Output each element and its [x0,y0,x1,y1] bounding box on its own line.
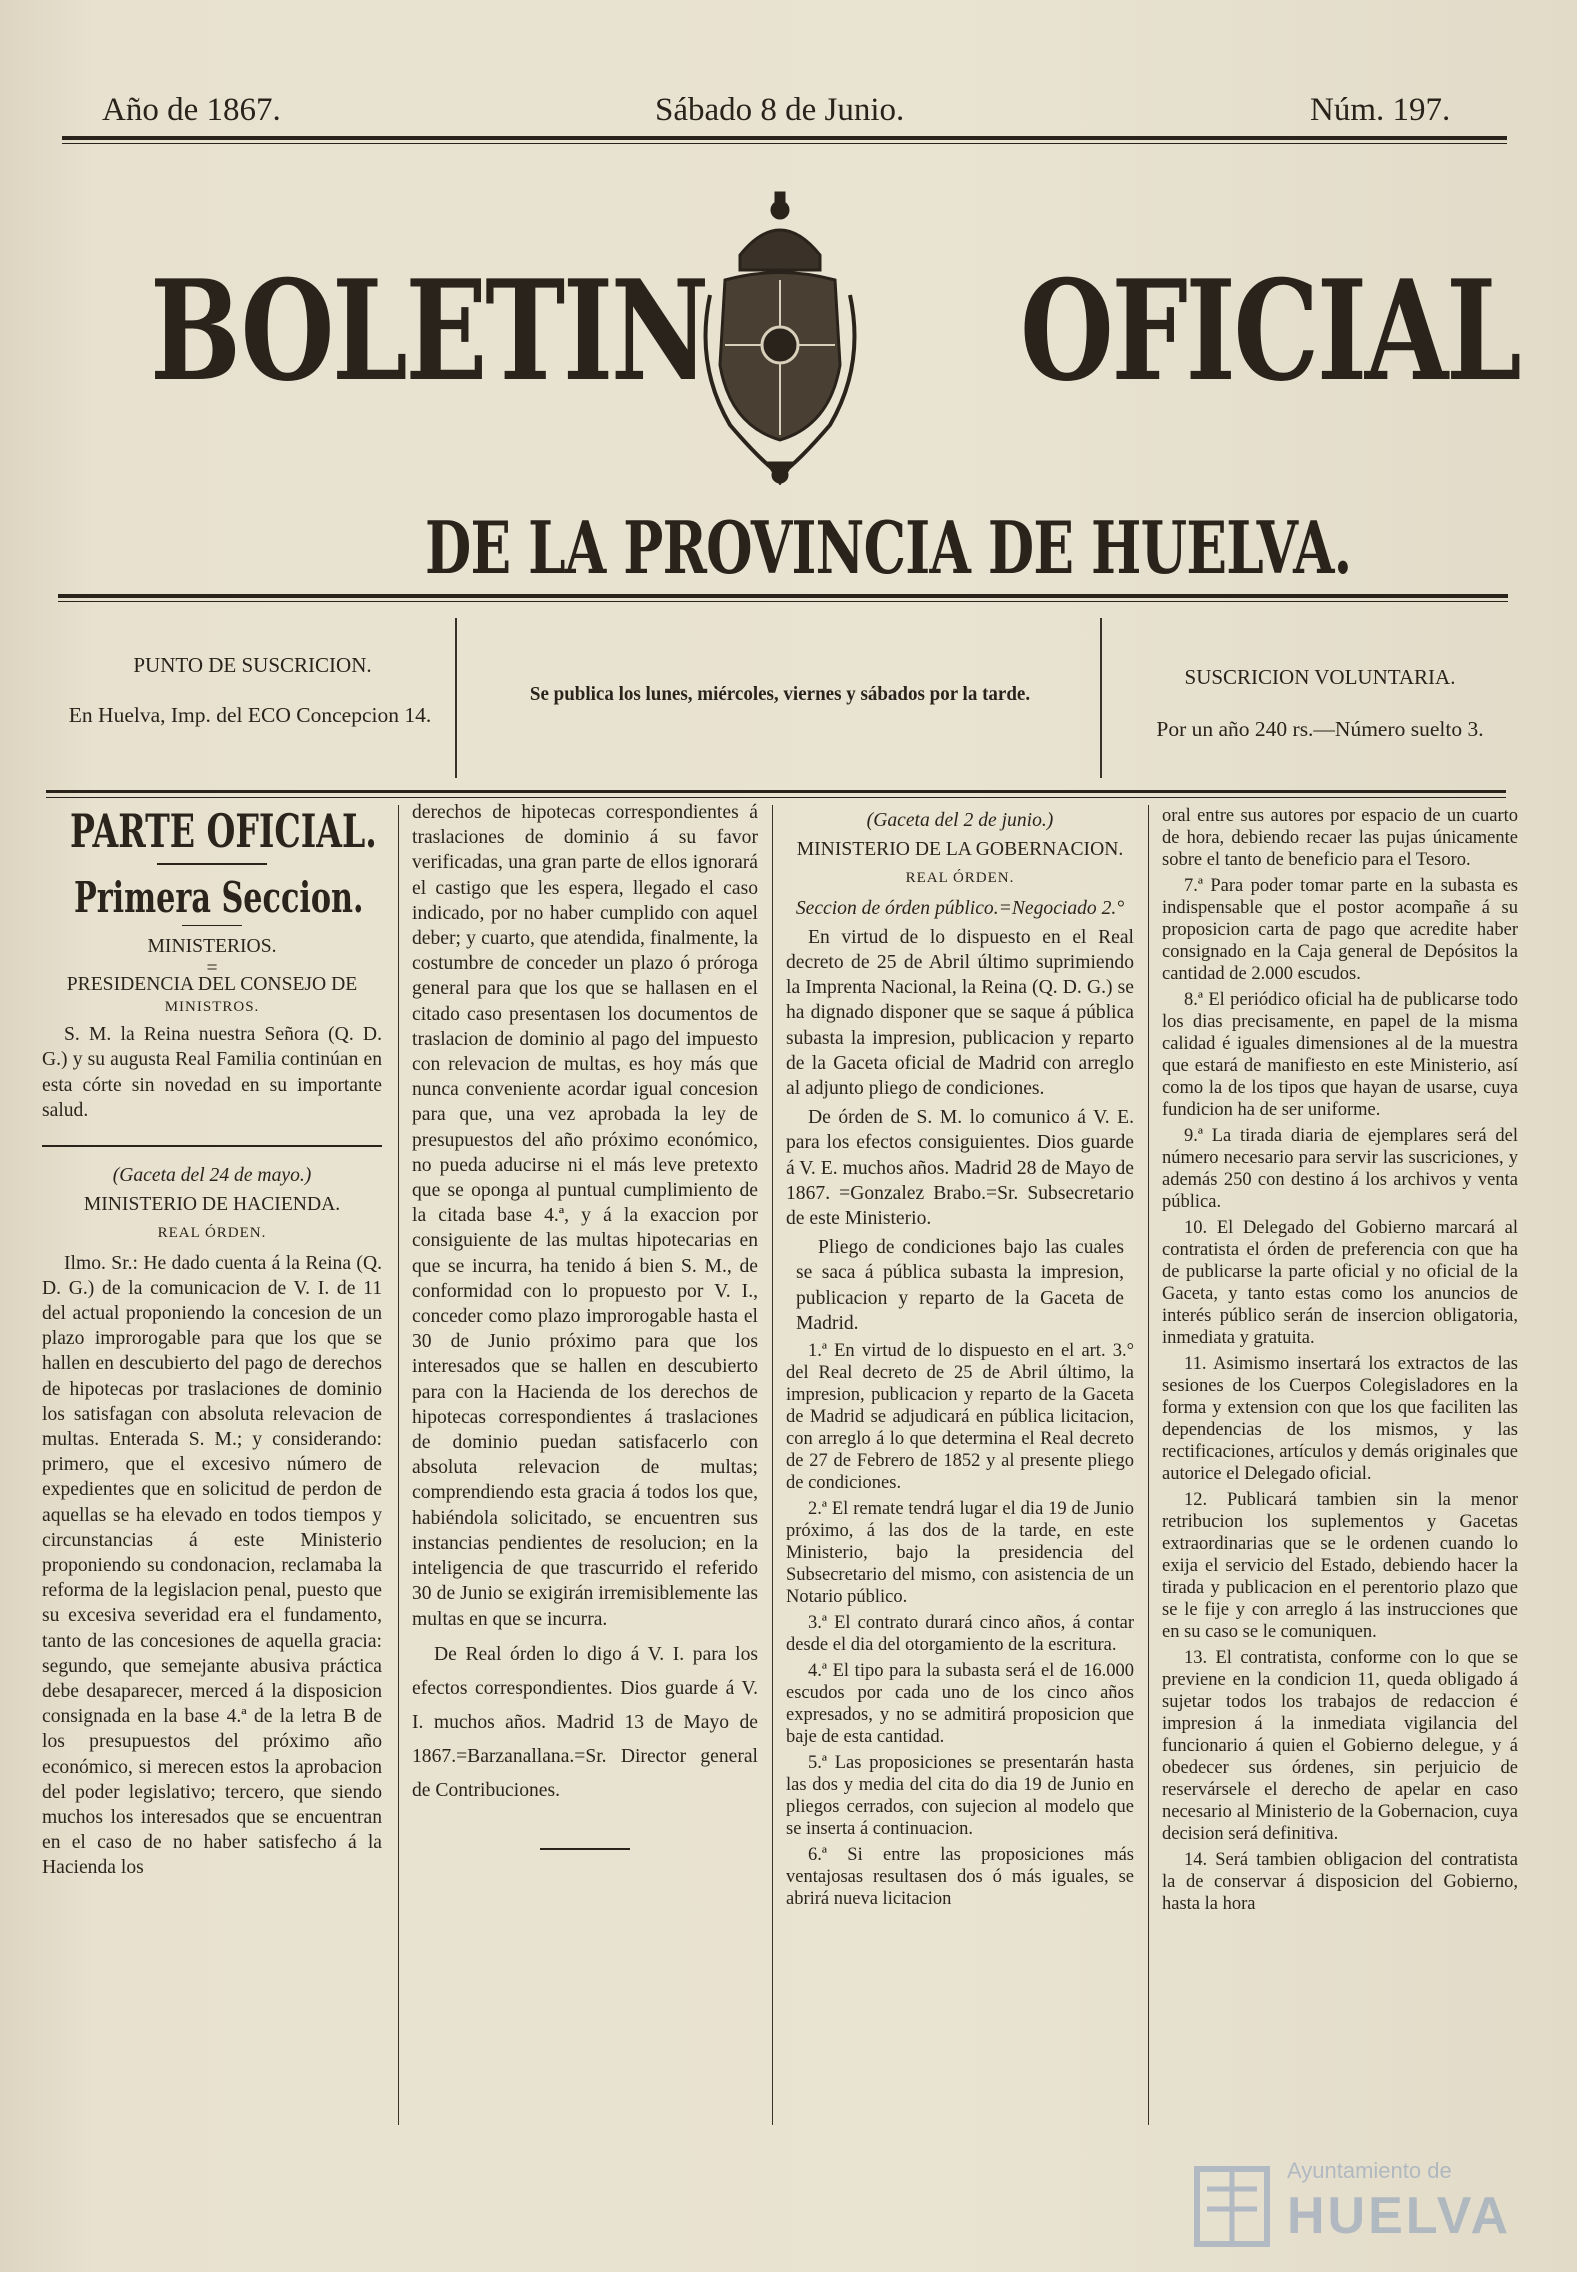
subtitle: DE LA PROVINCIA DE HUELVA. [425,505,1352,590]
column-1-rule [42,1145,382,1147]
title-left: BOLETIN [150,249,707,412]
real-orden-1-body: Ilmo. Sr.: He dado cuenta á la Reina (Q. D. G.) de la comunicacion de V. I. de 11 del actual proponiendo la concesion de un plazo improrogable para que los que se hallen en descubierto del pago de derechos de hipotecas por traslaciones de dominio los satisfagan con absoluta relevacion de multas. Enterada S. M.; y considerando: primero, que el excesivo número de expedientes que en solicitud de perdon de aquellas se ha elevado en todos tiempos y circunstancias á este Ministerio proponiendo su condonacion, reclamaba la reforma de la legislacion penal, puesto que su excesiva severidad era el fundamento, tanto de las concesiones de aquella gracia: segundo, que semejante abusiva práctica debe desaparecer, merced á la disposicion consignada en la base 4.ª de la letra B de los presupuestos del próximo año económico, si merecen estos la aprobacion del poder legislativo; tercero, que siendo muchos los interesados que se encuentran en el caso de no haber satisfecho á la Hacienda los [42,1252,382,1879]
column-divider-3 [1148,805,1149,2125]
gaceta-reference-1: (Gaceta del 24 de mayo.) [112,1165,312,1186]
ornament-rule-2 [182,925,242,926]
top-rule [62,136,1507,140]
watermark-line-1: Ayuntamiento de [1287,2158,1452,2183]
condition-2: 2.ª El remate tendrá lugar el dia 19 de Junio próximo, á las dos de la tarde, en este Ministerio, bajo la presidencia del Subsecretario del mismo, con asistencia de un Notario público. [786,1499,1134,1608]
town-hall-logo-icon [1187,2149,1277,2249]
top-rule-thin [62,143,1507,144]
masthead-rule-thin [58,601,1508,602]
column-divider-2 [772,805,773,2125]
condition-9: 9.ª La tirada diaria de ejemplares será del número necesario para servir las suscriciones, y además 250 con destino á los archivos y venta pública. [1162,1126,1518,1212]
issue-number: Núm. 197. [1310,92,1451,128]
separator-glyph: = [206,957,218,979]
coat-of-arms-icon [680,185,880,485]
pliego-heading: Pliego de condiciones bajo las cuales se saca á pública subasta la impresion, publicacion y reparto de la Gaceta de Madrid. [796,1237,1124,1334]
publication-schedule: Se publica los lunes, miércoles, viernes y sábados por la tarde. [529,683,1031,705]
masthead-rule [58,594,1508,598]
column-2 [412,800,758,2145]
voluntary-subscription-title: SUSCRICION VOLUNTARIA. [1184,665,1456,689]
presidencia-heading-2: MINISTROS. [164,998,260,1015]
subscription-point-title: PUNTO DE SUSCRICION. [133,653,372,677]
condition-6-continued: oral entre sus autores por espacio de un cuarto de hora, debiendo recaer las pujas únicamente sobre el tanto de beneficio para el Tesoro. [1162,806,1518,870]
condition-1: 1.ª En virtud de lo dispuesto en el art. 3.° del Real decreto de 25 de Abril último, la impresion, publicacion y reparto de la Gaceta de Madrid se adjudicará en pública licitacion, con arreglo á lo que determina el Real decreto de 27 de Febrero de 1852 y al presente pliego de condiciones. [786,1341,1134,1494]
ministerios-heading: MINISTERIOS. [147,935,277,957]
condition-7: 7.ª Para poder tomar parte en la subasta es indispensable que el postor acompañe á su proposicion carta de pago que acredite haber consignado en la Caja general de Depósitos la cantidad de 2.000 escudos. [1162,876,1518,984]
gaceta-reference-2: (Gaceta del 2 de junio.) [866,810,1054,831]
subscription-point-text: En Huelva, Imp. del ECO Concepcion 14. [68,703,432,727]
condition-13: 13. El contratista, conforme con lo que se previene en la condicion 11, queda obligado á sujetar todos los trabajos de redaccion é impresion á la inmediata vigilancia del funcionario á quien el Gobierno delegue, y á obedecer sus órdenes, sin perjuicio de reservársele el derecho de apelar en caso necesario al Ministerio de la Gobernacion, cuya decision será definitiva. [1162,1648,1518,1844]
royal-health-notice: S. M. la Reina nuestra Señora (Q. D. G.) y su augusta Real Familia continúan en esta córte sin novedad en su importante salud. [42,1024,382,1121]
date-label: Sábado 8 de Junio. [655,92,905,128]
archive-watermark [1187,2144,1517,2254]
ministerio-gobernacion: MINISTERIO DE LA GOBERNACION. [796,839,1124,861]
title-right: OFICIAL [1020,249,1520,412]
subscription-price: Por un año 240 rs.—Número suelto 3. [1156,717,1484,741]
info-rule [46,790,1506,793]
condition-14: 14. Será tambien obligacion del contratista la de conservar á disposicion del Gobierno, hasta la hora [1162,1850,1518,1914]
real-orden-1-closing: De Real órden lo digo á V. I. para los efectos correspondientes. Dios guarde á V. I. muchos años. Madrid 13 de Mayo de 1867.=Barzanallana.=Sr. Director general de Contribuciones. [412,1643,758,1801]
column-4 [1162,805,1518,2145]
section-parte-oficial: PARTE OFICIAL. [70,804,377,858]
real-orden-2-closing: De órden de S. M. lo comunico á V. E. para los efectos consiguientes. Dios guarde á V. E. muchos años. Madrid 28 de Mayo de 1867. =Gonzalez Brabo.=Sr. Subsecretario de este Ministerio. [786,1107,1134,1230]
presidencia-heading: PRESIDENCIA DEL CONSEJO DE [66,973,358,995]
watermark-line-2: HUELVA [1287,2187,1512,2245]
column-divider-1 [398,805,399,2125]
real-orden-1-continued: derechos de hipotecas correspondientes á traslaciones de dominio á su favor verificadas, una gran parte de ellos ignorará el castigo que les espera, llegado el caso indicado, por no haber cumplido con aquel deber; y cuarto, que atendida, finalmente, la costumbre de conceder un plazo ó próroga general para que los que se hallasen en el citado caso presentasen los documentos de traslacion de dominio al pago del impuesto con relevacion de multas, es hoy más que nunca conveniente acordar igual concesion para que, una vez aprobada la ley de presupuestos del año próximo económico, no pueda aducirse ni el más leve pretexto que se oponga al puntual cumplimiento de la citada base 4.ª, y á la exaccion por consiguiente de las multas hipotecarias en que se incurra, ha tenido á bien S. M., de conformidad con lo propuesto por V. I., conceder como plazo improrogable hasta el 30 de Junio próximo para que los interesados que se hallen en descubierto para con la Hacienda de los derechos de hipotecas correspondientes á traslaciones de dominio puedan satisfacerlo con absoluta relevacion de multas; comprendiendo esta gracia á todos los que, habiéndola solicitado, se encuentren sus instancias pendientes de resolucion; en la inteligencia de que trascurrido el referido 30 de Junio se exigirán irremisiblemente las multas en que se incurra. [412,802,758,1630]
condition-6: 6.ª Si entre las proposiciones más ventajosas resultasen dos ó más iguales, se abrirá nueva licitacion [786,1845,1134,1910]
condition-11: 11. Asimismo insertará los extractos de las sesiones de los Cuerpos Colegisladores en la forma y extension con que los que faciliten las dependencias de los mismos, y las rectificaciones, artículos y demás originales que autorice el Delegado oficial. [1162,1354,1518,1484]
condition-12: 12. Publicará tambien sin la menor retribucion los suplementos y Gacetas extraordinarias que se le ordenen cuando lo exija el servicio del Estado, debiendo hacer la tirada y publicacion en el perentorio plazo que se le fije y con arreglo á las instrucciones que en su caso se le comuniquen. [1162,1490,1518,1642]
info-divider-right [1100,618,1102,778]
seccion-orden-publico: Seccion de órden público.=Negociado 2.° [795,897,1125,919]
condition-8: 8.ª El periódico oficial ha de publicarse todo los dias precisamente, en papel de la misma calidad é iguales dimensiones al de la muestra que estará de manifiesto en este Ministerio, así como la de los tipos que hayan de usarse, cuya fundicion ha de ser uniforme. [1162,990,1518,1120]
real-orden-1: REAL ÓRDEN. [157,1225,267,1242]
condition-5: 5.ª Las proposiciones se presentarán hasta las dos y media del cita do dia 19 de Junio en pliegos cerrados, con sujecion al modelo que se inserta á continuacion. [786,1753,1134,1840]
year-label: Año de 1867. [102,92,281,128]
condition-10: 10. El Delegado del Gobierno marcará al contratista el órden de preferencia con que ha de publicarse la parte oficial y no oficial de la Gaceta, y tanto estas como los anuncios de interés público serán de insercion obligatoria, inmediata y gratuita. [1162,1218,1518,1348]
info-rule-thin [46,797,1506,798]
condition-3: 3.ª El contrato durará cinco años, á contar desde el dia del otorgamiento de la escritura. [786,1613,1134,1656]
info-divider-left [455,618,457,778]
column-1 [42,800,382,2145]
column-2-end-rule [540,1848,630,1850]
column-3 [786,800,1134,2145]
real-orden-2-body: En virtud de lo dispuesto en el Real decreto de 25 de Abril último suprimiendo la Imprenta Nacional, la Reina (Q. D. G.) se ha dignado disponer que se saque á pública subasta la impresion, publicacion y reparto de la Gaceta oficial de Madrid con arreglo al adjunto pliego de condiciones. [786,926,1134,1100]
ministerio-hacienda: MINISTERIO DE HACIENDA. [83,1194,341,1216]
condition-4: 4.ª El tipo para la subasta será el de 16.000 escudos por cada uno de los cinco años expresados, y no se admitirá proposicion que baje de esta cantidad. [786,1661,1134,1748]
real-orden-2: REAL ÓRDEN. [905,870,1015,887]
ornament-rule [157,863,267,865]
section-primera-seccion: Primera Seccion. [74,872,364,922]
